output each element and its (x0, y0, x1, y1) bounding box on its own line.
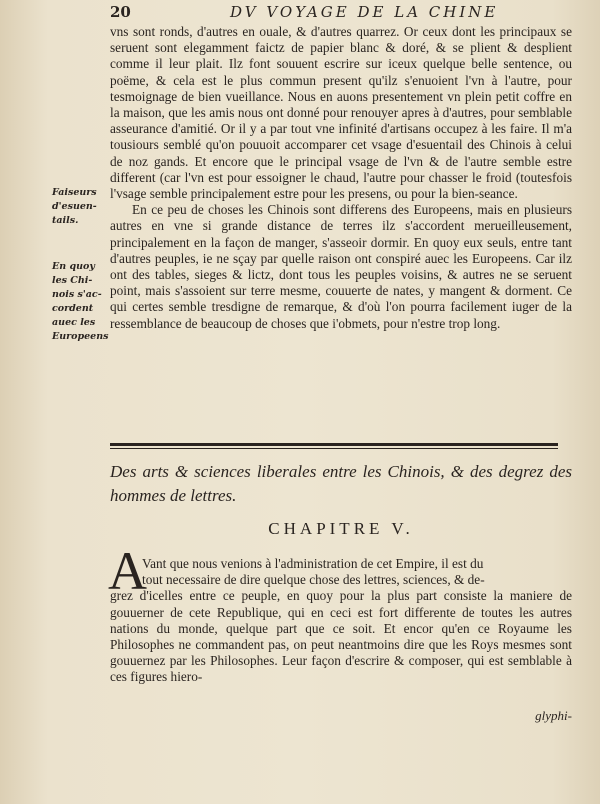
margin-note-chinese-european: En quoy les Chi- nois s'ac- cordent auec les Europeens (52, 261, 109, 342)
chapter-body: grez d'icelles entre ce peuple, en quoy pour la plus part consiste la maniere de gouuerner de cete Republique, qui en ceci est fort differente de toutes les autres nations du monde, quelque part que ce soit. Et encor qu'en ce Royaume les Philosophes ne commandent pas, on peut neantmoins dire que les Roys mesmes sont gouuernez par les Philosophes. Leur façon d'escrire & composer, qui est semblable à ces figures hiero- (110, 588, 572, 685)
catchword: glyphi- (535, 708, 572, 723)
chapter-line-2: tout necessaire de dire quelque chose des lettres, sciences, & de- (142, 572, 485, 588)
chapter-text (110, 556, 572, 686)
section-divider (110, 443, 558, 446)
margin-note-fan-makers: Faiseurs d'esuen- tails. (52, 187, 97, 226)
page-number: 20 (110, 3, 131, 21)
paragraph-fans: vns sont ronds, d'autres en ouale, & d'autres quarrez. Or ceux dont les principaux se seruent sont elegamment faictz de papier blanc & doré, & se plient & desplient comme il leur plait. Ilz font souuent escrire sur iceux quelque belle sentence, ou poëme, & cela est le plus commun present qu'ilz s'enuoient l'vn à l'autre, pour tesmoignage de bien vueillance. Nous en auons presentement vn plein petit coffre en la maison, que les amis nous ont donné pour renouyer apres à d'autres, pour semblable asseurance d'amitié. Or il y a par tout vne infinité d'artisans occupez à les faire. Il m'a tousiours semblé qu'on pouuoit accomparer cet vsage d'esuentail des Chinois à celui de noz gands. Et encore que le principal vsage de l'vn & de l'autre semble estre different (car l'vn est pour essoigner le chaud, l'autre pour chasser le froid (toutesfois l'vsage semble principalement estre pour les presens, ou pour la bien-seance. (110, 24, 572, 202)
running-title: DV VOYAGE DE LA CHINE (230, 3, 499, 21)
chapter-heading: CHAPITRE V. (268, 519, 414, 538)
body-text (110, 24, 572, 332)
paragraph-customs: En ce peu de choses les Chinois sont differens des Europeens, mais en plusieurs autres en vne si grande distance de terres ilz s'accordent merueilleusement, principalement en la façon de manger, s'asseoir dormir. En quoy eux seuls, entre tant d'autres peuples, ie ne sçay par quelle raison ont conspiré auec les Europeens. Car ilz ont des tables, sieges & lictz, dont tous les peuples voisins, & autres ne se seruent point, mais s'assoient sur terre mesme, couuerte de nates, y mangent & dorment. Ce qui certes semble tresdigne de remarque, & d'où l'on pourra facilement iuger de la ressemblance de beaucoup de choses que i'obmets, pour n'estre trop long. (110, 202, 572, 331)
drop-cap: A (108, 541, 147, 601)
section-title: Des arts & sciences liberales entre les Chinois, & des degrez des hommes de lettres. (110, 462, 572, 505)
chapter-line-1: Vant que nous venions à l'administration de cet Empire, il est du (142, 556, 484, 571)
page-header (110, 3, 580, 23)
